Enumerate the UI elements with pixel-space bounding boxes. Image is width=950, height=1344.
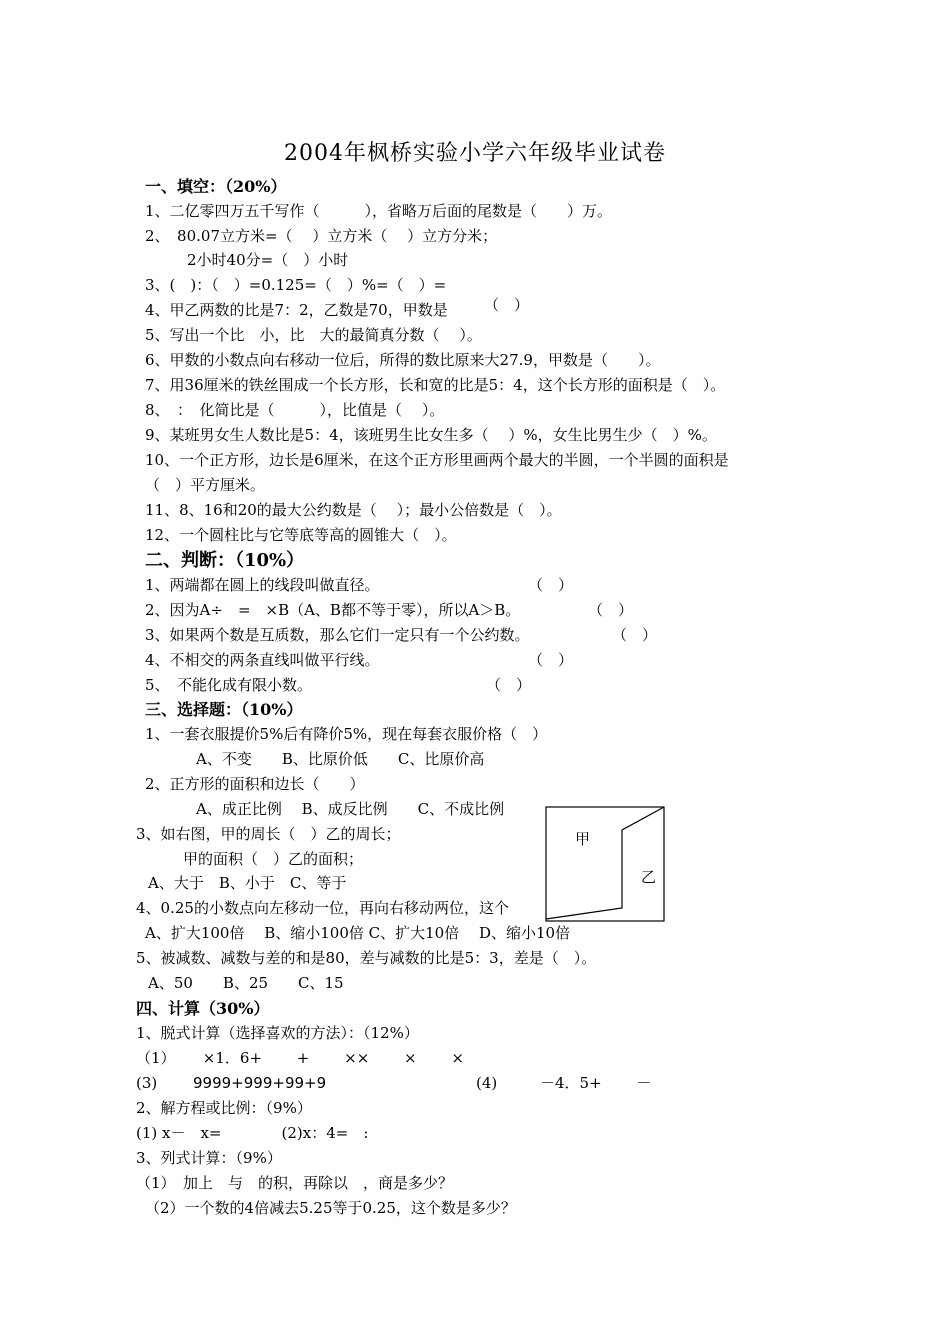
shape-figure [545,806,665,922]
choice-q1-options: A、不变 B、比原价低 C、比原价高 [196,750,485,768]
choice-q2-options: A、成正比例 B、成反比例 C、不成比例 [196,800,505,818]
calc-q2: 2、解方程或比例：（9%） [136,1099,312,1117]
fill-q6: 6、甲数的小数点向右移动一位后，所得的数比原来大27.9，甲数是（ ）。 [145,351,661,369]
calc-q3: 3、列式计算：（9%） [136,1149,282,1167]
choice-q2: 2、正方形的面积和边长（ ） [145,775,365,793]
judge-q2: 2、因为A÷ = ×B（A、B都不等于零），所以A＞B。 [145,601,521,619]
choice-q3a: 3、如右图，甲的周长（ ）乙的周长； [136,825,401,843]
calc-q2-row: (1) x－ x= (2)x：4= : [136,1124,369,1142]
judge-q4: 4、不相交的两条直线叫做平行线。 [145,651,380,669]
section-heading-fill: 一、填空：（20%） [145,177,287,196]
figure-label-yi: 乙 [641,868,657,886]
calc-q3a: （1） 加上 与 的积，再除以 ，商是多少？ [136,1174,454,1192]
fill-q12: 12、一个圆柱比与它等底等高的圆锥大（ ）。 [145,526,457,544]
fill-q3: 3、( )：（ ）=0.125=（ ）%=（ ）= [145,276,447,294]
judge-q3: 3、如果两个数是互质数，那么它们一定只有一个公约数。 [145,626,530,644]
fill-q7: 7、用36厘米的铁丝围成一个长方形，长和宽的比是5：4，这个长方形的面积是（ ）。 [145,376,726,394]
choice-q4-options: A、扩大100倍 B、缩小100倍 C、扩大10倍 D、缩小10倍 [145,924,571,942]
calc-q1-row2-expr4: －4．5+ － [540,1074,652,1092]
calc-q1-row2-label4: (4) [476,1074,498,1092]
judge-q1-paren: （ ） [528,576,574,594]
calc-q1-row1: （1） ×1．6+ + ×× × × [136,1049,464,1067]
choice-q3b: 甲的面积（ ）乙的面积； [183,850,364,868]
fill-q4b: （ ） [484,296,530,314]
judge-q4-paren: （ ） [528,651,574,669]
figure-label-jia: 甲 [575,830,591,848]
calc-q3b: （2）一个数的4倍减去5.25等于0.25，这个数是多少？ [145,1199,516,1217]
judge-q3-paren: （ ） [612,626,658,644]
fill-q2a: 2、 80.07立方米=（ ）立方米（ ）立方分米； [145,227,498,245]
fill-q10a: 10、一个正方形，边长是6厘米，在这个正方形里画两个最大的半圆，一个半圆的面积是 [145,451,729,469]
calc-q1: 1、脱式计算（选择喜欢的方法）：（12%） [136,1024,419,1042]
fill-q2b: 2小时40分=（ ）小时 [187,251,349,269]
fill-q9: 9、某班男女生人数比是5：4，该班男生比女生多（ ）%，女生比男生少（ ）%。 [145,426,717,444]
section-heading-judge: 二、判断：（10%） [145,550,305,571]
judge-q5: 5、 不能化成有限小数。 [145,676,313,694]
choice-q5: 5、被减数、减数与差的和是80，差与减数的比是5：3，差是（ ）。 [136,949,597,967]
choice-q5-options: A、50 B、25 C、15 [148,974,344,992]
figure-divider [546,807,664,919]
page-title: 2004年枫桥实验小学六年级毕业试卷 [284,141,666,166]
judge-q5-paren: （ ） [486,676,532,694]
fill-q1: 1、二亿零四万五千写作（ ），省略万后面的尾数是（ ）万。 [145,202,613,220]
figure-square [546,807,664,921]
fill-q4a: 4、甲乙两数的比是7：2，乙数是70，甲数是 [145,301,448,319]
choice-q3-options: A、大于 B、小于 C、等于 [148,874,347,892]
choice-q4: 4、0.25的小数点向左移动一位，再向右移动两位，这个 [136,899,509,917]
choice-q1: 1、一套衣服提价5%后有降价5%，现在每套衣服价格（ ） [145,725,548,743]
fill-q10b: （ ）平方厘米。 [145,476,266,494]
fill-q5: 5、写出一个比 小，比 大的最简真分数（ ）。 [145,326,482,344]
fill-q11: 11、8、16和20的最大公约数是（ ）；最小公倍数是（ ）。 [145,501,562,519]
section-heading-choice: 三、选择题：（10%） [145,700,303,719]
judge-q1: 1、两端都在圆上的线段叫做直径。 [145,576,380,594]
fill-q8: 8、 ： 化简比是（ ），比值是（ ）。 [145,401,445,419]
judge-q2-paren: （ ） [588,601,634,619]
section-heading-calc: 四、计算（30%） [136,999,270,1018]
calc-q1-row2-expr3: 9999+999+99+9 [193,1074,327,1092]
calc-q1-row2-label3: (3) [136,1074,158,1092]
